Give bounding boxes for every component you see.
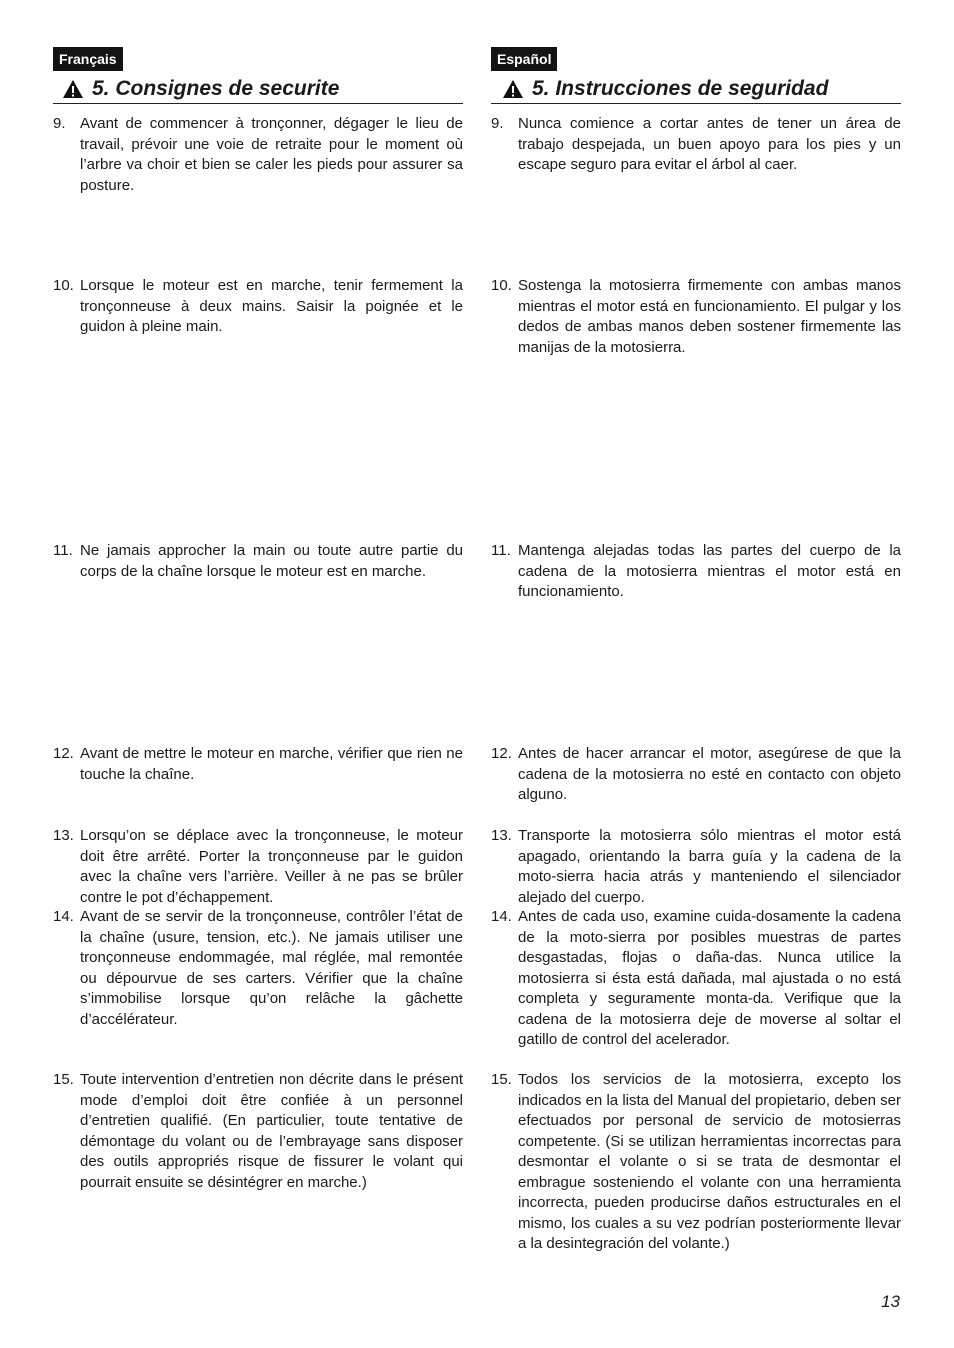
item-text: Lorsque le moteur est en marche, tenir fermement la tronçonneuse à deux mains. Saisir la poignée et le guidon à pleine main.: [80, 277, 463, 335]
warning-triangle-icon: [62, 79, 84, 99]
item-text: Mantenga alejadas todas las partes del cuerpo de la cadena de la motosierra mientras el motor está en funcionamiento.: [518, 542, 901, 600]
item-number: 11.: [53, 542, 73, 559]
list-item-es-14: [491, 907, 901, 1051]
list-item-fr-15: [53, 1070, 463, 1193]
list-item-es-10: [491, 276, 901, 358]
section-title-french-text: 5. Consignes de securite: [92, 77, 340, 100]
item-number: 15.: [53, 1071, 74, 1088]
list-item-fr-9: [53, 114, 463, 196]
item-number: 9.: [53, 115, 66, 132]
item-number: 10.: [491, 277, 512, 294]
title-rule-french: [53, 103, 463, 104]
list-item-es-15: [491, 1070, 901, 1255]
list-item-es-11: [491, 541, 901, 603]
section-title-spanish-text: 5. Instrucciones de seguridad: [532, 77, 829, 100]
item-text: Sostenga la motosierra firmemente con ambas manos mientras el motor está en funcionamiento. El pulgar y los dedos de ambas manos deben sostener firmemente las manijas de la motosierra.: [518, 277, 901, 356]
item-number: 11.: [491, 542, 511, 559]
list-item-es-13: [491, 826, 901, 908]
item-number: 15.: [491, 1071, 512, 1088]
page-number: 13: [881, 1292, 900, 1311]
item-text: Ne jamais approcher la main ou toute autre partie du corps de la chaîne lorsque le moteur est en marche.: [80, 542, 463, 580]
item-number: 14.: [53, 908, 74, 925]
section-title-spanish: [502, 75, 828, 103]
item-number: 12.: [491, 745, 512, 762]
item-text: Avant de se servir de la tronçonneuse, contrôler l’état de la chaîne (usure, tension, etc.). Ne jamais utiliser une tronçonneuse endommagée, mal réglée, mal remontée ou dépourvue de ses carters. Vérifier que la chaîne s’immobilise lorsque qu’on relâche la gâchette d’accélérateur.: [80, 908, 463, 1028]
item-number: 13.: [491, 827, 512, 844]
list-item-es-12: [491, 744, 901, 806]
list-item-fr-13: [53, 826, 463, 908]
item-text: Antes de cada uso, examine cuida-dosamente la cadena de la moto-sierra por posibles muestras de partes desgastadas, flojas o daña-das. Nunca utilice la motosierra si ésta está dañada, mal ajustada o no está completa y seguramente monta-da. Verifique que la cadena de la motosierra deje de moverse al soltar el gatillo de control del acelerador.: [518, 908, 901, 1048]
item-text: Toute intervention d’entretien non décrite dans le présent mode d’emploi doit être confiée à un personnel d’entretien qualifié. (En particulier, toute tentative de démontage du volant ou de l’embrayage sans disposer des outils appropriés risque de fissurer le volant qui pourrait ensuite se désintégrer en marche.): [80, 1071, 463, 1191]
list-item-fr-10: [53, 276, 463, 338]
list-item-fr-14: [53, 907, 463, 1030]
item-text: Avant de mettre le moteur en marche, vérifier que rien ne touche la chaîne.: [80, 745, 463, 783]
item-text: Avant de commencer à tronçonner, dégager le lieu de travail, prévoir une voie de retraite pour le moment où l’arbre va choir et bien se caler les pieds pour assurer sa posture.: [80, 115, 463, 194]
item-number: 9.: [491, 115, 504, 132]
title-rule-spanish: [491, 103, 901, 104]
language-tab-spanish: Español: [491, 47, 557, 71]
item-text: Todos los servicios de la motosierra, excepto los indicados en la lista del Manual del propietario, deben ser efectuados por personal de servicio de motosierras competente. (Si se utilizan herramientas incorrectas para desmontar el volante o si se trata de desmontar el embrague sosteniendo el volante con una herramienta incorrecta, pueden producirse daños estructurales en el mismo, los cuales a su vez podrían posteriormente llevar a la desintegración del volante.): [518, 1071, 901, 1252]
item-number: 12.: [53, 745, 74, 762]
item-number: 10.: [53, 277, 74, 294]
item-text: Nunca comience a cortar antes de tener un área de trabajo despejada, un buen apoyo para los pies y un escape seguro para evitar el árbol al caer.: [518, 115, 901, 173]
warning-triangle-icon: [502, 79, 524, 99]
list-item-fr-12: [53, 744, 463, 785]
item-text: Antes de hacer arrancar el motor, asegúrese de que la cadena de la motosierra no esté en contacto con objeto alguno.: [518, 745, 901, 803]
item-number: 14.: [491, 908, 512, 925]
list-item-es-9: [491, 114, 901, 176]
section-title-french: [62, 75, 339, 103]
item-text: Transporte la motosierra sólo mientras el motor está apagado, orientando la barra guía y la cadena de la moto-sierra hacia atrás y manteniendo el silenciador alejado del cuerpo.: [518, 827, 901, 906]
list-item-fr-11: [53, 541, 463, 582]
item-text: Lorsqu’on se déplace avec la tronçonneuse, le moteur doit être arrêté. Porter la tronçonneuse par le guidon avec la chaîne vers l’arrière. Veiller à ne pas se brûler contre le pot d’échappement.: [80, 827, 463, 906]
item-number: 13.: [53, 827, 74, 844]
language-tab-french: Français: [53, 47, 123, 71]
